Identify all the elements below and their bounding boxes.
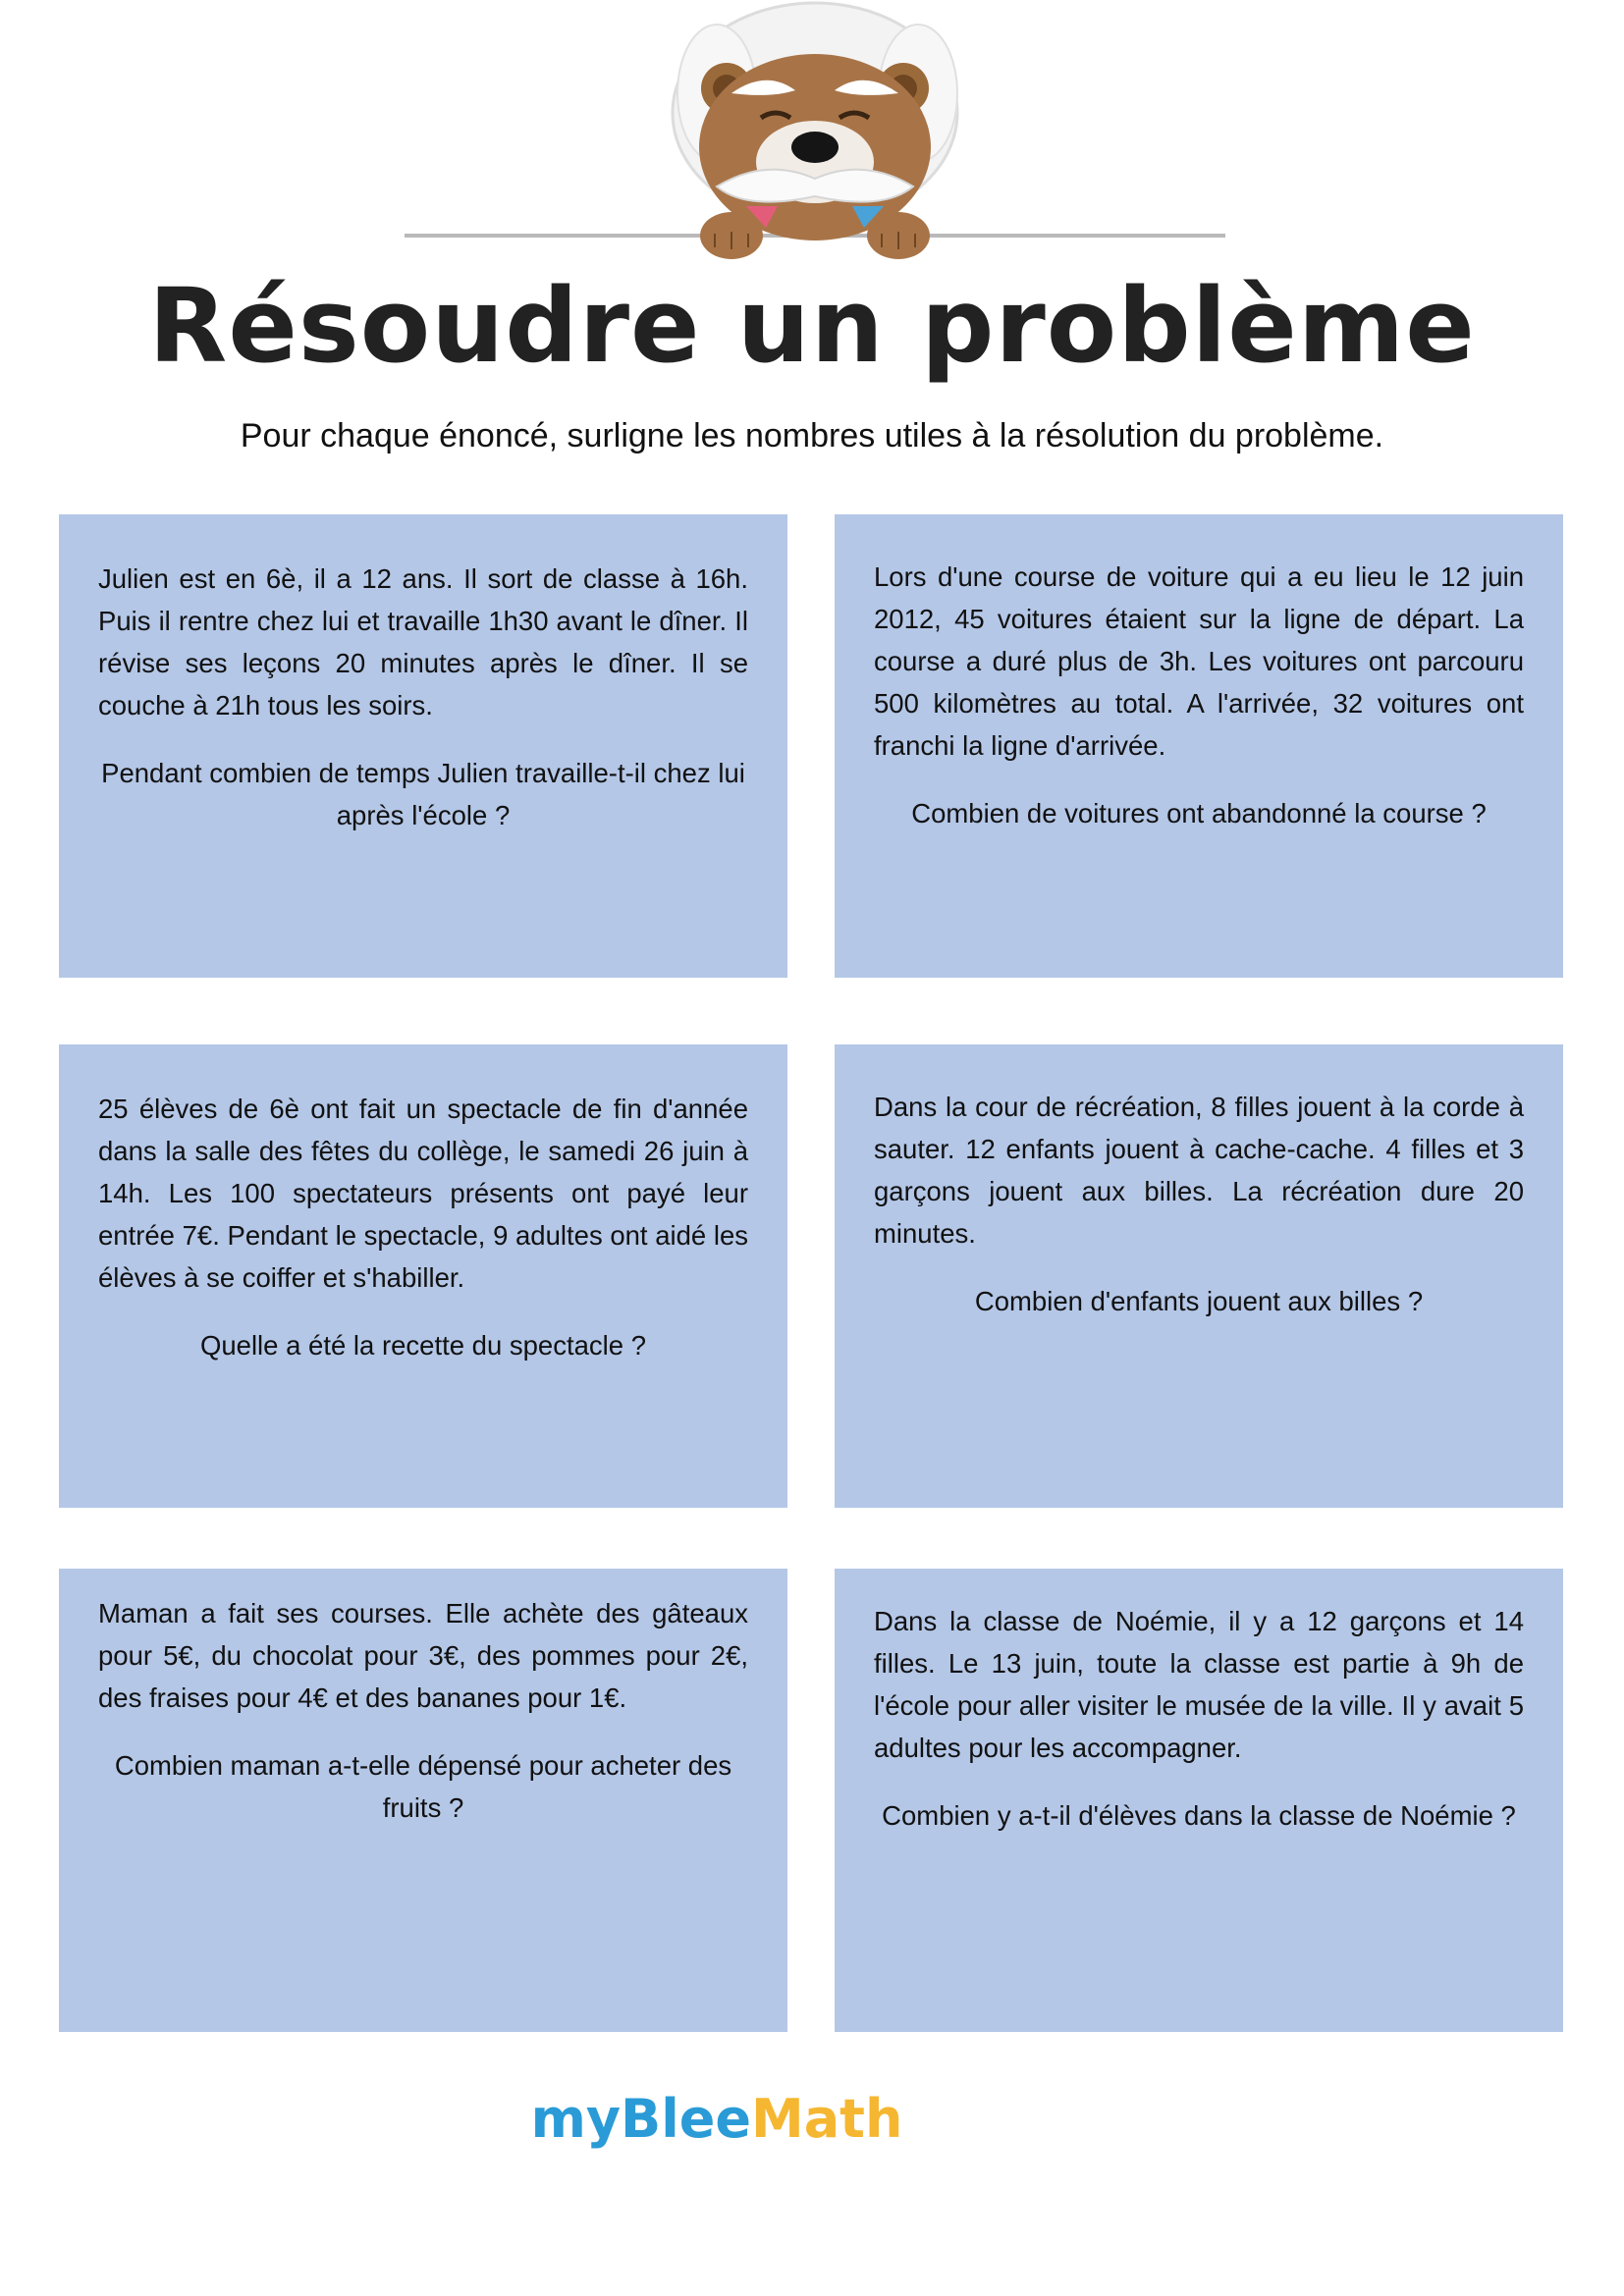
brand-logo-part1: myBlee (530, 2088, 751, 2150)
problem-question: Quelle a été la recette du spectacle ? (199, 1330, 647, 1361)
problem-card (835, 1044, 1563, 1508)
problem-statement: Dans la cour de récréation, 8 filles jouent à la corde à sauter. 12 enfants jouent à cache-cache. 4 filles et 3 garçons jouent aux billes. La récréation dure 20 minutes. (874, 1092, 1524, 1249)
problem-question: Combien d'enfants jouent aux billes ? (974, 1286, 1424, 1316)
problem-statement: 25 élèves de 6è ont fait un spectacle de fin d'année dans la salle des fêtes du collège, le samedi 26 juin à 14h. Les 100 spectateurs présents ont payé leur entrée 7€. Pendant le spectacle, 9 adultes ont aidé les élèves à se coiffer et s'habiller. (98, 1094, 748, 1293)
problem-question: Combien y a-t-il d'élèves dans la classe de Noémie ? (882, 1800, 1516, 1831)
instruction-text: Pour chaque énoncé, surligne les nombres utiles à la résolution du problème. (240, 417, 1384, 454)
problem-question: Pendant combien de temps Julien travaille-t-il chez lui après l'école ? (101, 758, 745, 830)
problem-card (835, 514, 1563, 978)
mascot-bear-illustration (393, 0, 1237, 285)
problem-statement: Lors d'une course de voiture qui a eu lieu le 12 juin 2012, 45 voitures étaient sur la ligne de départ. La course a duré plus de 3h. Les voitures ont parcouru 500 kilomètres au total. A l'arrivée, 32 voitures ont franchi la ligne d'arrivée. (874, 561, 1524, 761)
problem-card (835, 1569, 1563, 2032)
page-title: Résoudre un problème (148, 266, 1476, 386)
problem-card (59, 1044, 787, 1508)
problem-statement: Dans la classe de Noémie, il y a 12 garçons et 14 filles. Le 13 juin, toute la classe est partie à 9h de l'école pour aller visiter le musée de la ville. Il y avait 5 adultes pour les accompagner. (874, 1606, 1524, 1763)
problem-statement: Maman a fait ses courses. Elle achète des gâteaux pour 5€, du chocolat pour 3€, des pommes pour 2€, des fraises pour 4€ et des bananes pour 1€. (98, 1598, 748, 1713)
problem-card (59, 514, 787, 978)
problem-question: Combien maman a-t-elle dépensé pour acheter des fruits ? (114, 1750, 732, 1823)
problem-question: Combien de voitures ont abandonné la course ? (911, 798, 1487, 828)
brand-logo-part2: Math (750, 2088, 903, 2150)
problem-card (59, 1569, 787, 2032)
brand-logo (0, 2085, 1434, 2154)
problem-statement: Julien est en 6è, il a 12 ans. Il sort de classe à 16h. Puis il rentre chez lui et travaille 1h30 avant le dîner. Il révise ses leçons 20 minutes après le dîner. Il se couche à 21h tous les soirs. (98, 563, 748, 721)
